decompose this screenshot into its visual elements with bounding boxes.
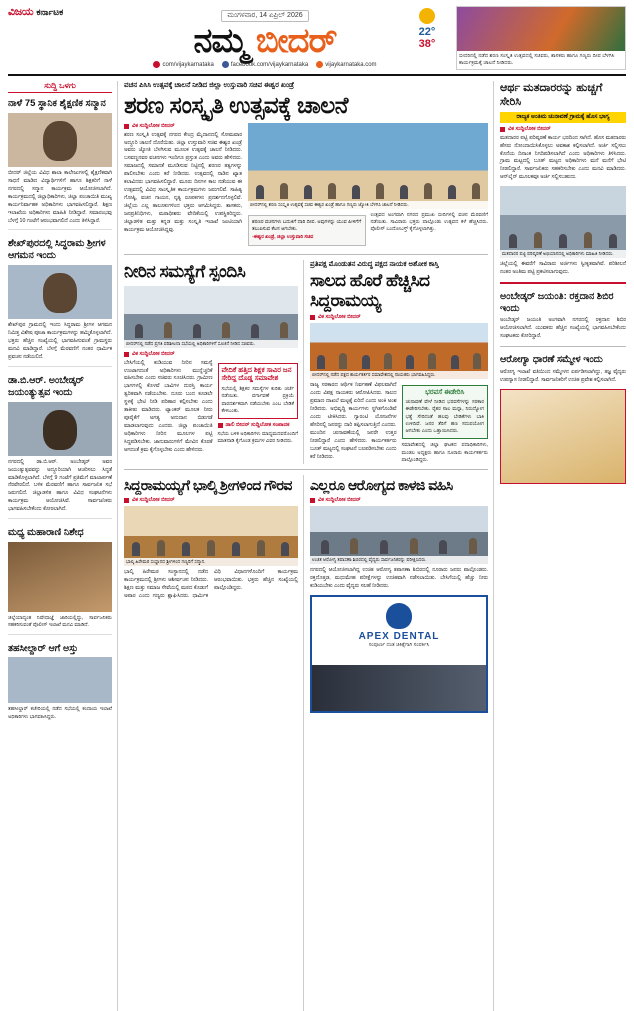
publisher-logo <box>8 6 126 19</box>
honour-photo <box>124 506 298 566</box>
lead-story[interactable] <box>124 81 488 249</box>
sidebar-column <box>8 81 118 1011</box>
honour-story[interactable] <box>124 475 304 1011</box>
honour-body: ಭಾಲ್ಕಿ ಹಿರೇಮಠ ಸಂಸ್ಥಾನದಲ್ಲಿ ನಡೆದ ಕಾರ್ಯಕ್ರಮದಲ್ಲಿ ಶ್ರೀಗಳು ಆಶೀರ್ವಚನ ನೀಡಿದರು. ಶಿಕ್ಷಣ ಮತ್ತು ಸಮಾಜ ಸೇವೆಯಲ್ಲಿ ಮಠದ ಕೊಡುಗೆ ಅಪಾರ ಎಂದು ಗಣ್ಯರು ಶ್ಲಾಘಿಸಿದರು. ಧಾರ್ಮಿಕ ವಿಧಿ ವಿಧಾನಗಳೊಂದಿಗೆ ಕಾರ್ಯಕ್ರಮ ಆರಂಭವಾಯಿತು. ಭಕ್ತರು ಹೆಚ್ಚಿನ ಸಂಖ್ಯೆಯಲ್ಲಿ ಪಾಲ್ಗೊಂಡಿದ್ದರು. <box>124 569 298 600</box>
brand-name-secondary: ಕರ್ನಾಟಕ <box>36 7 64 17</box>
right-photo-caption: ಮತದಾರರ ಪಟ್ಟಿ ಪರಿಷ್ಕರಣೆ ಅಭಿಯಾನದಲ್ಲಿ ಅಧಿಕಾರಿಗಳು ಮಾಹಿತಿ ನೀಡಿದರು. <box>500 250 626 258</box>
right-section-2-text: ಆರೋಗ್ಯ ಇಲಾಖೆ ವತಿಯಿಂದ ಸಮ್ಮೇಳನ ಏರ್ಪಡಿಸಲಾಗಿದ್ದು, ತಜ್ಞ ವೈದ್ಯರು ಉಪನ್ಯಾಸ ನೀಡಲಿದ್ದಾರೆ. ಸಾರ್ವಜನಿಕರಿಗೆ ಉಚಿತ ಪ್ರವೇಶ ಕಲ್ಪಿಸಲಾಗಿದೆ. <box>500 369 626 383</box>
politics-photo-caption: ಬೀದರ್‌ನಲ್ಲಿ ನಡೆದ ಪಕ್ಷದ ಕಾರ್ಯಕರ್ತರ ಸಮಾವೇಶದಲ್ಲಿ ನಾಯಕರು ಭಾಗವಹಿಸಿದ್ದರು. <box>310 371 488 379</box>
water-body-2: ಸಭೆಯ ಬಳಿಕ ಅಧಿಕಾರಿಗಳು ಮಾಧ್ಯಮದವರೊಂದಿಗೆ ಮಾತನಾಡಿ ಕೈಗೊಂಡ ಕ್ರಮಗಳ ವಿವರ ನೀಡಿದರು. <box>217 431 298 445</box>
sidebar-item-3-text: ನಗರದಲ್ಲಿ ಡಾ.ಬಿ.ಆರ್‌. ಅಂಬೇಡ್ಕರ್‌ ಅವರ ಜಯಂತ್ಯುತ್ಸವವನ್ನು ಅದ್ಧೂರಿಯಾಗಿ ಆಚರಿಸಲು ಸಿದ್ಧತೆ ಮಾಡಿಕೊಳ್ಳಲಾಗಿದೆ. ಬೆಳಗ್ಗೆ 9 ಗಂಟೆಗೆ ಪ್ರತಿಮೆಗೆ ಮಾಲಾರ್ಪಣೆ ನೆರವೇರಲಿದೆ. ಬಳಿಕ ಮೆರವಣಿಗೆ ಹಾಗೂ ಸಾರ್ವಜನಿಕ ಸಭೆ ಜರುಗಲಿದೆ. ಜಿಲ್ಲಾಡಳಿತ ಹಾಗೂ ವಿವಿಧ ಸಂಘಟನೆಗಳು ಕಾರ್ಯಕ್ರಮ ಆಯೋಜಿಸಿವೆ. ಸಾರ್ವಜನಿಕರು ಭಾಗವಹಿಸಬೇಕೆಂದು ಕೋರಲಾಗಿದೆ. <box>8 458 112 513</box>
masthead-promo-photo <box>456 6 626 70</box>
sidebar-item-1-text: ಬೀದರ್‌ ಜಿಲ್ಲೆಯ ವಿವಿಧ ಶಾಲಾ ಕಾಲೇಜುಗಳಲ್ಲಿ ಶೈಕ್ಷಣಿಕವಾಗಿ ಸಾಧನೆ ಮಾಡಿದ ವಿದ್ಯಾರ್ಥಿಗಳಿಗೆ ಹಾಗೂ ಶಿಕ್ಷಕರಿಗೆ ನಾಳೆ ನಗರದಲ್ಲಿ ಸನ್ಮಾನ ಕಾರ್ಯಕ್ರಮ ಆಯೋಜಿಸಲಾಗಿದೆ. ಕಾರ್ಯಕ್ರಮದಲ್ಲಿ ಜಿಲ್ಲಾಧಿಕಾರಿಗಳು, ಜಿಲ್ಲಾ ಪಂಚಾಯಿತಿ ಮುಖ್ಯ ಕಾರ್ಯನಿರ್ವಾಹಕ ಅಧಿಕಾರಿಗಳು ಭಾಗವಹಿಸಲಿದ್ದಾರೆ. ಶಿಕ್ಷಣ ಇಲಾಖೆಯ ಅಧಿಕಾರಿಗಳು ಮಾಹಿತಿ ನೀಡಿದ್ದಾರೆ. ಸಮಾರಂಭವು ಬೆಳಗ್ಗೆ 10 ಗಂಟೆಗೆ ಆರಂಭವಾಗಲಿದೆ ಎಂದು ತಿಳಿಸಿದ್ದಾರೆ. <box>8 169 112 224</box>
sidebar-item-5-title: ತಹಸೀಲ್ದಾರ್‌ ಆಗೆ ಅಸ್ತು <box>8 642 79 654</box>
sidebar-item-5-photo <box>8 657 112 703</box>
edition-title-block <box>132 4 398 68</box>
sidebar-item-4[interactable] <box>8 525 112 634</box>
masthead <box>8 6 626 76</box>
advertisement-dental[interactable] <box>310 595 488 713</box>
politics-headline: ಸಾಲದ ಹೊರೆ ಹೆಚ್ಚಿಸಿದ ಸಿದ್ದರಾಮಯ್ಯ <box>310 271 430 310</box>
health-story[interactable] <box>310 475 488 1011</box>
promo-caption: ಬೀದರಿನಲ್ಲಿ ನಡೆದ ಶರಣ ಸಂಸ್ಕೃತಿ ಉತ್ಸವದಲ್ಲಿ ಸಚಿವರು, ಶಾಸಕರು ಹಾಗೂ ಗಣ್ಯರು ದೀಪ ಬೆಳಗಿಸಿ ಕಾರ್ಯಕ್ರಮಕ್ಕೆ ಚಾಲನೆ ನೀಡಿದರು. <box>459 53 615 67</box>
sidebar-item-3-photo <box>8 402 112 456</box>
sidebar-item-3[interactable] <box>8 373 112 519</box>
right-yellow-banner: ರಾಜ್ಯಕ ಅಂತಿಮ ಚುನಾವಣೆ ಗ್ರಾಮಕ್ಕೆ ಹೊಸ ಭಾಗ್ಯ <box>500 112 626 123</box>
water-byline-2: ಡಾಲಿ ಬೀದರ್‌ ಸುದ್ದಿಲೋಕ ಸಂಪಾದಕ <box>218 422 298 429</box>
honour-headline: ಸಿದ್ದರಾಮಯ್ಯಗೆ ಭಾಲ್ಕಿ ಶ್ರೀಗಳಿಂದ ಗೌರವ <box>124 477 292 494</box>
youtube-icon <box>153 61 160 68</box>
right-section-2-title: ಆರೋಗ್ಯಾ ಧಾರಣೆ ಸಮ್ಮೇಳ ಇಂದು <box>500 354 603 366</box>
website-link[interactable]: vijaykarnataka.com <box>316 61 376 68</box>
right-body: ಮತದಾರರ ಪಟ್ಟಿ ಪರಿಷ್ಕರಣೆ ಕಾರ್ಯ ಭರದಿಂದ ಸಾಗಿದೆ. ಹೊಸ ಮತದಾರರು ಹೆಸರು ನೋಂದಾಯಿಸಿಕೊಳ್ಳಲು ಅವಕಾಶ ಕಲ್ಪಿಸಲಾಗಿದೆ. ಅರ್ಜಿ ಸಲ್ಲಿಸಲು ಕೊನೆಯ ದಿನಾಂಕ ನಿಗದಿಪಡಿಸಲಾಗಿದೆ ಎಂದು ಅಧಿಕಾರಿಗಳು ತಿಳಿಸಿದರು. ಗ್ರಾಮ ಮಟ್ಟದಲ್ಲಿ ಬೂತ್‌ ಮಟ್ಟದ ಅಧಿಕಾರಿಗಳು ಮನೆ ಮನೆಗೆ ಭೇಟಿ ನೀಡಲಿದ್ದಾರೆ. ಸಾರ್ವಜನಿಕರು ಸಹಕರಿಸಬೇಕು ಎಂದು ಮನವಿ ಮಾಡಿದರು. ಆನ್‌ಲೈನ್‌ ಮೂಲಕವೂ ಅರ್ಜಿ ಸಲ್ಲಿಸಬಹುದು. <box>500 134 626 181</box>
health-byline: ವಿಕ ಸುದ್ದಿಲೋಕ ಬೀದರ್‌ <box>310 497 488 504</box>
right-section-2[interactable] <box>500 352 626 385</box>
lead-byline: ವಿಕ ಸುದ್ದಿಲೋಕ ಬೀದರ್‌ <box>124 123 242 130</box>
tooth-icon <box>386 603 412 629</box>
ad-image-strip <box>312 665 486 711</box>
sidebar-item-2-text: ಶೇಖ್‌ಪುರ ಗ್ರಾಮದಲ್ಲಿ ಇಂದು ಸಿದ್ಧರಾಮ ಶ್ರೀಗಳ ಆಗಮನ ನಿಮಿತ್ತ ವಿಶೇಷ ಪೂಜಾ ಕಾರ್ಯಕ್ರಮಗಳನ್ನು ಹಮ್ಮಿಕೊಳ್ಳಲಾಗಿದೆ. ಭಕ್ತರು ಹೆಚ್ಚಿನ ಸಂಖ್ಯೆಯಲ್ಲಿ ಭಾಗವಹಿಸುವಂತೆ ಗ್ರಾಮಸ್ಥರು ಮನವಿ ಮಾಡಿದ್ದಾರೆ. ಬೆಳಗ್ಗೆ ಮೆರವಣಿಗೆ ನಂತರ ಧಾರ್ಮಿಕ ಪ್ರವಚನ ನಡೆಯಲಿದೆ. <box>8 322 112 360</box>
politics-highlight-box: ಭರವಸೆ ಈಡೇರಿಸಿ ಚುನಾವಣೆ ವೇಳೆ ನೀಡಿದ ಭರವಸೆಗಳನ್ನು ಸರಕಾರ ಈಡೇರಿಸಬೇಕು. ರೈತರ ಸಾಲ ಮನ್ನಾ, ನಿರುದ್ಯೋಗ ಭತ್ಯೆ ಸೇರಿದಂತೆ ಹಲವು ಬೇಡಿಕೆಗಳು ಬಾಕಿ ಉಳಿದಿವೆ. ಜನರ ತೆರಿಗೆ ಹಣ ಸದುಪಯೋಗ ಆಗಬೇಕು ಎಂದು ಒತ್ತಾಯಿಸಿದರು. <box>402 385 489 439</box>
sidebar-item-4-text: ಜಿಲ್ಲೆಯಾದ್ಯಂತ ನಿಷೇಧಾಜ್ಞೆ ಜಾರಿಯಲ್ಲಿದ್ದು, ಸಾರ್ವಜನಿಕರು ಸಹಕರಿಸುವಂತೆ ಪೊಲೀಸ್‌ ಇಲಾಖೆ ಮನವಿ ಮಾಡಿದೆ. <box>8 615 112 629</box>
politics-kicker: ಪ್ರತಿಪಕ್ಷ ಮೊಂಡುತನ ವಿರುದ್ಧ ಪಕ್ಷದ ನಾಯಕ ಅಶೋಕ ಕಾಸ್ತಿ <box>310 261 439 269</box>
edition-date: ಮಂಗಳವಾರ, 14 ಏಪ್ರಿಲ್ 2026 <box>221 10 308 22</box>
ad-tagline: ಸಂಪೂರ್ಣ ದಂತ ಚಿಕಿತ್ಸೆಗಾಗಿ ಸಂಪರ್ಕಿಸಿ <box>368 642 430 649</box>
main-column <box>124 81 494 1011</box>
politics-body: ರಾಜ್ಯ ಸರಕಾರದ ಆರ್ಥಿಕ ನಿರ್ವಹಣೆ ವಿಫಲವಾಗಿದೆ ಎಂದು ವಿಪಕ್ಷ ನಾಯಕರು ಆರೋಪಿಸಿದರು. ಸಾಲದ ಪ್ರಮಾಣ ದಾಖಲೆ ಮಟ್ಟಕ್ಕೆ ಏರಿದೆ ಎಂದು ಅಂಕಿ ಅಂಶ ನೀಡಿದರು. ಅಭಿವೃದ್ಧಿ ಕಾರ್ಯಗಳು ಸ್ಥಗಿತಗೊಂಡಿವೆ ಎಂದು ಟೀಕಿಸಿದರು. ಗ್ಯಾರಂಟಿ ಯೋಜನೆಗಳ ಹೆಸರಿನಲ್ಲಿ ಜನರನ್ನು ದಾರಿ ತಪ್ಪಿಸಲಾಗುತ್ತಿದೆ ಎಂದರು. ಮುಂದಿನ ಚುನಾವಣೆಯಲ್ಲಿ ಜನರೇ ಉತ್ತರ ನೀಡಲಿದ್ದಾರೆ ಎಂದು ಹೇಳಿದರು. ಕಾರ್ಯಕರ್ತರು ಬೂತ್‌ ಮಟ್ಟದಲ್ಲಿ ಸಂಘಟನೆ ಬಲಪಡಿಸಬೇಕು ಎಂದು ಕರೆ ನೀಡಿದರು. <box>310 382 397 460</box>
globe-icon <box>316 61 323 68</box>
social-links[interactable] <box>132 61 398 68</box>
sidebar-item-5-text: ತಹಸೀಲ್ದಾರ್‌ ಕಚೇರಿಯಲ್ಲಿ ನಡೆದ ಸಭೆಯಲ್ಲಿ ಕಂದಾಯ ಇಲಾಖೆ ಅಧಿಕಾರಿಗಳು ಭಾಗವಹಿಸಿದ್ದರು. <box>8 706 112 720</box>
temp-low: 22° <box>418 26 436 38</box>
lead-kicker: ವಚನ ಪಿಸಿಸಿ ಉತ್ಸವಕ್ಕೆ ಚಾಲನೆ ನೀಡಿದ ಜಿಲ್ಲಾ ಉಸ್ತುವಾರಿ ಸಚಿವ ಈಶ್ವರ ಖಂಡ್ರೆ <box>124 82 295 90</box>
page-title: ನಮ್ಮ ಬೀದರ್ <box>193 22 337 60</box>
youtube-link[interactable]: com/vijaykarnataka <box>153 61 213 68</box>
health-photo-caption: ಉಚಿತ ಆರೋಗ್ಯ ತಪಾಸಣಾ ಶಿಬಿರದಲ್ಲಿ ವೈದ್ಯರು ಸಾರ್ವಜನಿಕರನ್ನು ಪರೀಕ್ಷಿಸಿದರು. <box>310 556 488 564</box>
water-headline: ನೀರಿನ ಸಮಸ್ಯೆಗೆ ಸ್ಪಂದಿಸಿ <box>124 262 246 282</box>
sidebar-item-4-title: ಮಧ್ಯ ಮಹಾರಾಣಿ ನಿಶೇಧ <box>8 527 84 539</box>
politics-body-2: ಸಮಾವೇಶದಲ್ಲಿ ಜಿಲ್ಲಾ ಘಟಕದ ಪದಾಧಿಕಾರಿಗಳು, ಮಂಡಲ ಅಧ್ಯಕ್ಷರು ಹಾಗೂ ನೂರಾರು ಕಾರ್ಯಕರ್ತರು ಪಾಲ್ಗೊಂಡಿದ್ದರು. <box>401 442 488 463</box>
health-photo <box>310 506 488 564</box>
lead-photo-caption: ಬೀದರ್‌ನಲ್ಲಿ ಶರಣ ಸಂಸ್ಕೃತಿ ಉತ್ಸವಕ್ಕೆ ಸಚಿವ ಈಶ್ವರ ಖಂಡ್ರೆ ಹಾಗೂ ಗಣ್ಯರು ಜ್ಯೋತಿ ಬೆಳಗಿಸಿ ಚಾಲನೆ ನೀಡಿದರು. <box>248 201 488 209</box>
lead-photo <box>248 123 488 209</box>
temp-high: 38° <box>418 38 436 50</box>
facebook-icon <box>222 61 229 68</box>
water-highlight-box: ವೇದಿಕೆ ಹತ್ತಿದ ಶಿಕ್ಷಕ ಸಾವಿರ ಜನ ಸೇರಿದ್ದ ದೊಡ್ಡ ಸಮಾವೇಶ ಸಭೆಯಲ್ಲಿ ಶಿಕ್ಷಕರ ಸಮಸ್ಯೆಗಳ ಕುರಿತು ಚರ್ಚೆ ನಡೆಯಿತು. ವರ್ಗಾವಣೆ ಪ್ರಕ್ರಿಯೆ ಪಾರದರ್ಶಕವಾಗಿ ನಡೆಯಬೇಕು ಎಂಬ ಬೇಡಿಕೆ ಕೇಳಿಬಂತು. <box>218 363 298 420</box>
water-photo <box>124 286 298 348</box>
health-headline: ಎಲ್ಲರೂ ಆರೋಗ್ಯದ ಕಾಳಜಿ ವಹಿಸಿ <box>310 477 453 494</box>
politics-story[interactable] <box>310 260 488 464</box>
right-photo <box>500 186 626 258</box>
sidebar-item-1-title: ನಾಳೆ 75 ಸ್ಥಾನಿಕ ಶೈಕ್ಷಣಿಕ ಸನ್ಮಾನ <box>8 98 106 110</box>
sidebar-item-1-photo <box>8 113 112 167</box>
ad-brand-name: APEX DENTAL <box>358 631 440 643</box>
lead-headline: ಶರಣ ಸಂಸ್ಕೃತಿ ಉತ್ಸವಕ್ಕೆ ಚಾಲನೆ <box>124 92 348 119</box>
water-photo-caption: ಬೀದರ್‌ನಲ್ಲಿ ನಡೆದ ಪ್ರಗತಿ ಪರಿಶೀಲನಾ ಸಭೆಯಲ್ಲಿ ಅಧಿಕಾರಿಗಳಿಗೆ ಸೂಚನೆ ನೀಡಿದ ಸಚಿವರು. <box>124 340 298 348</box>
sidebar-item-2[interactable] <box>8 236 112 366</box>
lead-subnote: ಉತ್ಸವದ ಅಂಗವಾಗಿ ನಗರದ ಪ್ರಮುಖ ಬೀದಿಗಳಲ್ಲಿ ವಚನ ಮೆರವಣಿಗೆ ನಡೆಯಿತು. ಸಾವಿರಾರು ಭಕ್ತರು ಪಾಲ್ಗೊಂಡು ಉತ್ಸವದ ಕಳೆ ಹೆಚ್ಚಿಸಿದರು. ಪೊಲೀಸ್‌ ಬಂದೋಬಸ್ತ್‌ ಕೈಗೊಳ್ಳಲಾಗಿತ್ತು. <box>370 211 488 233</box>
right-column <box>500 81 626 1011</box>
sun-cloud-icon <box>419 8 435 24</box>
sidebar-item-2-photo <box>8 265 112 319</box>
lead-body: ಶರಣ ಸಂಸ್ಕೃತಿ ಉತ್ಸವಕ್ಕೆ ನಗರದ ಕೇಂದ್ರ ಮೈದಾನದಲ್ಲಿ ಸೋಮವಾರ ಅದ್ಧೂರಿ ಚಾಲನೆ ದೊರೆಯಿತು. ಜಿಲ್ಲಾ ಉಸ್ತುವಾರಿ ಸಚಿವ ಈಶ್ವರ ಖಂಡ್ರೆ ಅವರು ಜ್ಯೋತಿ ಬೆಳಗಿಸುವ ಮೂಲಕ ಉತ್ಸವಕ್ಕೆ ಚಾಲನೆ ನೀಡಿದರು. ಬಸವಣ್ಣನವರ ವಚನಗಳು ಇಂದಿಗೂ ಪ್ರಸ್ತುತ ಎಂದು ಅವರು ಹೇಳಿದರು. ಸಮಾಜದಲ್ಲಿ ಸಮಾನತೆ ಮೂಡಿಸುವ ನಿಟ್ಟಿನಲ್ಲಿ ಶರಣರ ತತ್ವಗಳನ್ನು ಪಾಲಿಸಬೇಕು ಎಂದು ಕರೆ ನೀಡಿದರು. ಉತ್ಸವದಲ್ಲಿ ನಾಡಿನ ಖ್ಯಾತ ಕಲಾವಿದರು ಭಾಗವಹಿಸಲಿದ್ದಾರೆ. ಮೂರು ದಿನಗಳ ಕಾಲ ನಡೆಯುವ ಈ ಉತ್ಸವದಲ್ಲಿ ವಿವಿಧ ಸಾಂಸ್ಕೃತಿಕ ಕಾರ್ಯಕ್ರಮಗಳು ಜರುಗಲಿವೆ. ಸಾಹಿತ್ಯ ಗೋಷ್ಠಿ, ವಚನ ಗಾಯನ, ನೃತ್ಯ ರೂಪಕಗಳು ಪ್ರದರ್ಶನಗೊಳ್ಳಲಿವೆ. ಜಿಲ್ಲೆಯ ಎಲ್ಲ ತಾಲೂಕುಗಳಿಂದ ಭಕ್ತರು ಆಗಮಿಸಿದ್ದರು. ಶಾಸಕರು, ಜನಪ್ರತಿನಿಧಿಗಳು, ಮಠಾಧೀಶರು ವೇದಿಕೆಯಲ್ಲಿ ಉಪಸ್ಥಿತರಿದ್ದರು. ಜಿಲ್ಲಾಡಳಿತ ಮತ್ತು ಕನ್ನಡ ಮತ್ತು ಸಂಸ್ಕೃತಿ ಇಲಾಖೆ ಜಂಟಿಯಾಗಿ ಕಾರ್ಯಕ್ರಮ ಆಯೋಜಿಸಿದ್ದವು. <box>124 131 242 233</box>
brand-name-kannada: ವಿಜಯ <box>8 6 34 18</box>
water-body: ಬೇಸಿಗೆಯಲ್ಲಿ ಕುಡಿಯುವ ನೀರಿನ ಸಮಸ್ಯೆ ಉಂಟಾಗದಂತೆ ಅಧಿಕಾರಿಗಳು ಮುನ್ನೆಚ್ಚರಿಕೆ ವಹಿಸಬೇಕು ಎಂದು ಸಚಿವರು ಸೂಚಿಸಿದರು. ಗ್ರಾಮೀಣ ಭಾಗಗಳಲ್ಲಿ ಕೊಳವೆ ಬಾವಿಗಳ ದುರಸ್ತಿ ಕಾರ್ಯ ತ್ವರಿತವಾಗಿ ನಡೆಯಬೇಕು. ದೂರು ಬಂದ ಕೂಡಲೇ ಸ್ಥಳಕ್ಕೆ ಭೇಟಿ ನೀಡಿ ಪರಿಹಾರ ಕಲ್ಪಿಸಬೇಕು ಎಂದು ತಾಕೀತು ಮಾಡಿದರು. ಟ್ಯಾಂಕರ್‌ ಮೂಲಕ ನೀರು ಪೂರೈಕೆಗೆ ಅಗತ್ಯ ಅನುದಾನ ಬಿಡುಗಡೆ ಮಾಡಲಾಗುವುದು ಎಂದರು. ಜಿಲ್ಲಾ ಪಂಚಾಯಿತಿ ಅಧಿಕಾರಿಗಳು ನೀರಿನ ಮೂಲಗಳ ಪಟ್ಟಿ ಸಿದ್ಧಪಡಿಸಬೇಕು. ಜಾನುವಾರುಗಳಿಗೆ ಮೇವಿನ ಕೊರತೆ ಆಗದಂತೆ ಕ್ರಮ ಕೈಗೊಳ್ಳಬೇಕು ಎಂದು ಹೇಳಿದರು. <box>124 359 213 453</box>
promo-image <box>457 7 625 51</box>
sidebar-header: ಸುದ್ದಿ ಒಳಗು <box>8 81 112 93</box>
politics-byline: ವಿಕ ಸುದ್ದಿಲೋಕ ಬೀದರ್‌ <box>310 314 488 321</box>
right-mid-body: ಜಿಲ್ಲೆಯಲ್ಲಿ ಈವರೆಗೆ ಸಾವಿರಾರು ಅರ್ಜಿಗಳು ಸ್ವೀಕೃತವಾಗಿವೆ. ಪರಿಶೀಲನೆ ನಂತರ ಅಂತಿಮ ಪಟ್ಟಿ ಪ್ರಕಟಿಸಲಾಗುವುದು. <box>500 261 626 276</box>
honour-byline: ವಿಕ ಸುದ್ದಿಲೋಕ ಬೀದರ್‌ <box>124 497 298 504</box>
facebook-link[interactable]: facebook.com/vijaykarnataka <box>222 61 308 68</box>
politics-photo <box>310 323 488 379</box>
sidebar-item-4-photo <box>8 542 112 612</box>
health-body: ನಗರದಲ್ಲಿ ಆಯೋಜಿಸಲಾಗಿದ್ದ ಉಚಿತ ಆರೋಗ್ಯ ತಪಾಸಣಾ ಶಿಬಿರದಲ್ಲಿ ನೂರಾರು ಜನರು ಪಾಲ್ಗೊಂಡರು. ರಕ್ತದೊತ್ತಡ, ಮಧುಮೇಹ ಪರೀಕ್ಷೆಗಳನ್ನು ಉಚಿತವಾಗಿ ನಡೆಸಲಾಯಿತು. ಬೇಸಿಗೆಯಲ್ಲಿ ಹೆಚ್ಚು ನೀರು ಕುಡಿಯಬೇಕು ಎಂದು ವೈದ್ಯರು ಸಲಹೆ ನೀಡಿದರು. <box>310 567 488 590</box>
right-byline: ವಿಕ ಸುದ್ದಿಲೋಕ ಬೀದರ್‌ <box>500 126 626 133</box>
right-section-1-title: ಅಂಬೇಡ್ಕರ್‌ ಜಯಂತಿ: ರಕ್ತದಾನ ಶಿಬಿರ ಇಂದು <box>500 290 614 314</box>
honour-photo-caption: ಭಾಲ್ಕಿ ಹಿರೇಮಠ ಸಂಸ್ಥಾನದ ಶ್ರೀಗಳಿಂದ ಗಣ್ಯರಿಗೆ ಸನ್ಮಾನ. <box>124 558 298 566</box>
right-top-headline: ಆರ್ಥ ಮತದಾರರನ್ನು ಹುಚ್ಚಗೆ ಸೇರಿಸಿ <box>500 82 603 109</box>
weather-widget <box>404 6 450 50</box>
water-byline: ವಿಕ ಸುದ್ದಿಲೋಕ ಬೀದರ್‌ <box>124 351 298 358</box>
sidebar-item-3-title: ಡಾ.ಬಿ.ಆರ್‌. ಅಂಬೇಡ್ಕರ್‌ ಜಯಂತ್ಯುತ್ಸವ ಇಂದು <box>8 374 84 398</box>
sidebar-item-2-title: ಶೇಖ್‌ಪುರದಲ್ಲಿ ಸಿದ್ಧರಾಮ ಶ್ರೀಗಳ ಆಗಮನ ಇಂದು <box>8 238 106 262</box>
sidebar-item-5[interactable] <box>8 641 112 725</box>
water-story[interactable] <box>124 260 304 464</box>
right-section-1[interactable] <box>500 289 626 342</box>
right-section-1-text: ಅಂಬೇಡ್ಕರ್‌ ಜಯಂತಿ ಅಂಗವಾಗಿ ನಗರದಲ್ಲಿ ರಕ್ತದಾನ ಶಿಬಿರ ಆಯೋಜಿಸಲಾಗಿದೆ. ಯುವಕರು ಹೆಚ್ಚಿನ ಸಂಖ್ಯೆಯಲ್ಲಿ ಭಾಗವಹಿಸಬೇಕೆಂದು ಸಂಘಟಕರು ಕೋರಿದ್ದಾರೆ. <box>500 317 626 340</box>
advertisement-bottom-right[interactable] <box>500 389 626 484</box>
sidebar-item-1[interactable] <box>8 96 112 230</box>
lead-quote: ಶರಣರ ವಚನಗಳು ಬದುಕಿಗೆ ದಾರಿ ದೀಪ. ಅವುಗಳನ್ನು ಯುವ ಪೀಳಿಗೆಗೆ ತಲುಪಿಸುವ ಕೆಲಸ ಆಗಬೇಕು. -ಈಶ್ವರ ಖಂಡ್ರೆ, ಜಿಲ್ಲಾ ಉಸ್ತುವಾರಿ ಸಚಿವ <box>248 215 366 246</box>
